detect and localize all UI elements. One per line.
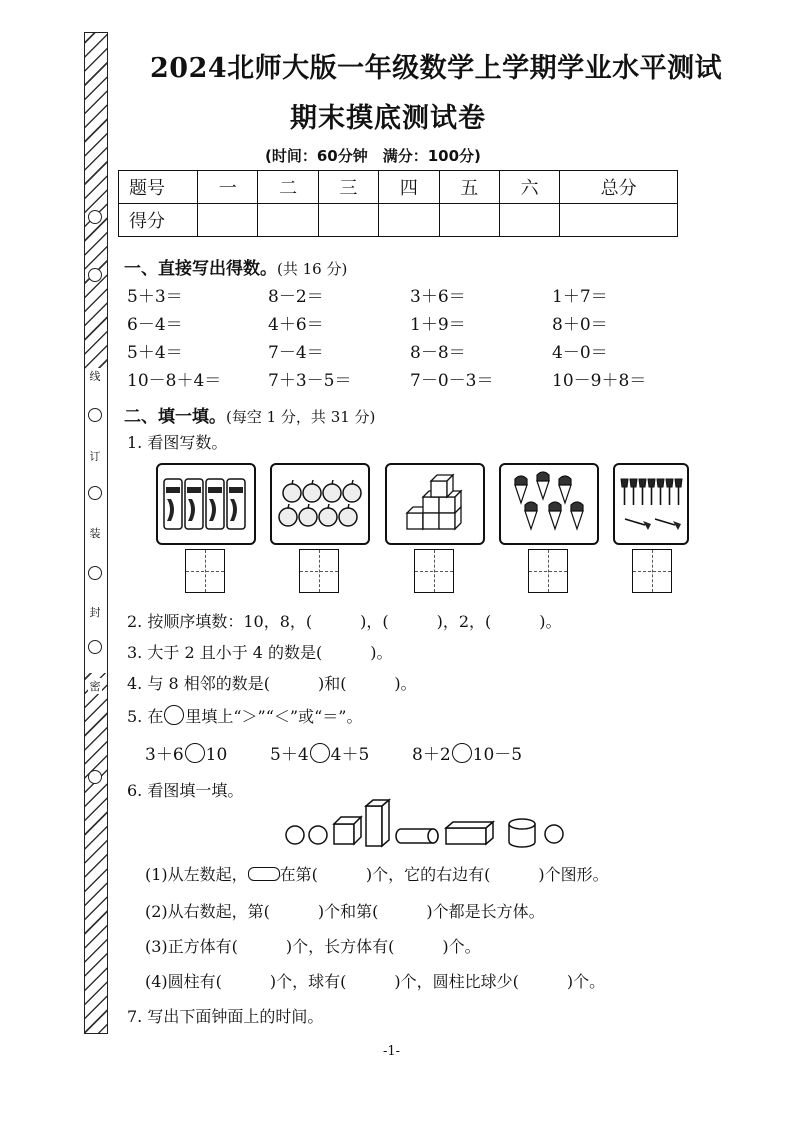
binding-hole-3 (88, 408, 102, 422)
section2-note: (每空 1 分，共 31 分) (226, 408, 376, 426)
exam-subtitle: (时间：60分钟 满分：100分) (265, 147, 481, 165)
lying-cylinder-inline-icon (248, 867, 280, 881)
equation: 8＋0＝ (552, 315, 608, 335)
score-table (118, 170, 678, 237)
binding-hole-2 (88, 268, 102, 282)
cubes-icon (387, 465, 483, 543)
score-cell[interactable] (258, 204, 318, 237)
picture-cans (156, 463, 256, 545)
score-header-cell: 一 (198, 171, 258, 204)
binding-label-order: 订 (89, 450, 101, 463)
score-table-score-row (119, 204, 678, 237)
binding-hole-7 (88, 770, 102, 784)
score-cell[interactable] (499, 204, 559, 237)
picture-ice-creams (499, 463, 599, 545)
equation: 7＋3－5＝ (268, 371, 352, 391)
equation: 3＋6＝ (410, 287, 466, 307)
equation: 6－4＝ (127, 315, 183, 335)
lying-cylinder-icon (396, 829, 438, 843)
question-6-3: (3)正方体有( )个，长方体有( )个。 (145, 937, 481, 956)
score-header-cell: 五 (439, 171, 499, 204)
shovel-icon (615, 465, 687, 543)
score-header-cell: 三 (318, 171, 378, 204)
compare-left: 3＋6 (145, 745, 184, 765)
score-header-cell: 题号 (119, 171, 198, 204)
equation: 5＋4＝ (127, 343, 183, 363)
question-5-prefix: 5. 在 (127, 707, 164, 726)
tall-cuboid-icon (366, 800, 389, 846)
picture-cubes (385, 463, 485, 545)
binding-hole-6 (88, 640, 102, 654)
circle-icon (164, 705, 184, 725)
question-6-2: (2)从右数起，第( )个和第( )个都是长方体。 (145, 902, 545, 921)
cans-icon (158, 465, 254, 543)
question-5 (127, 704, 362, 727)
equation: 4－0＝ (552, 343, 608, 363)
equation: 8－8＝ (410, 343, 466, 363)
equation: 7－0－3＝ (410, 371, 494, 391)
flat-cuboid-icon (446, 822, 493, 844)
equation: 5＋3＝ (127, 287, 183, 307)
section1-heading (124, 254, 347, 279)
score-cell[interactable] (560, 204, 678, 237)
compare-item-1 (145, 740, 227, 765)
sphere-icon (286, 826, 304, 844)
equation: 8－2＝ (268, 287, 324, 307)
sphere-icon (309, 826, 327, 844)
compare-circle[interactable] (452, 743, 472, 763)
section2-heading (124, 402, 375, 427)
compare-left: 5＋4 (270, 745, 309, 765)
question-6-1-prefix: (1)从左数起， (145, 865, 248, 884)
compare-item-2 (270, 740, 369, 765)
binding-label-bind: 装 (89, 527, 101, 540)
answer-box-apples[interactable] (299, 549, 339, 593)
answer-box-cubes[interactable] (414, 549, 454, 593)
compare-right: 4＋5 (330, 745, 370, 765)
compare-right: 10 (205, 745, 228, 765)
compare-right: 10－5 (472, 745, 523, 765)
binding-label-line: 线 (89, 370, 101, 383)
score-table-header-row (119, 171, 678, 204)
question-6-1 (145, 862, 609, 885)
equation: 10－8＋4＝ (127, 371, 222, 391)
apples-icon (272, 465, 368, 543)
binding-label-secret: 密 (89, 680, 101, 693)
question-6: 6. 看图填一填。 (127, 781, 244, 800)
equation: 4＋6＝ (268, 315, 324, 335)
cube-icon (334, 817, 361, 844)
compare-item-3 (412, 740, 522, 765)
score-cell[interactable] (318, 204, 378, 237)
score-row-label: 得分 (119, 204, 198, 237)
section1-note: (共 16 分) (277, 260, 348, 278)
binding-hole-1 (88, 210, 102, 224)
page-number: -1- (383, 1044, 401, 1059)
score-header-cell: 二 (258, 171, 318, 204)
section2-title: 二、填一填。 (124, 407, 226, 427)
compare-circle[interactable] (310, 743, 330, 763)
equation: 10－9＋8＝ (552, 371, 647, 391)
question-6-4: (4)圆柱有( )个，球有( )个，圆柱比球少( )个。 (145, 972, 606, 991)
question-4: 4. 与 8 相邻的数是( )和( )。 (127, 674, 417, 693)
compare-left: 8＋2 (412, 745, 451, 765)
cylinder-icon (509, 819, 535, 847)
sphere-icon (545, 825, 563, 843)
question-3: 3. 大于 2 且小于 4 的数是( )。 (127, 643, 393, 662)
binding-hole-5 (88, 566, 102, 580)
equation: 7－4＝ (268, 343, 324, 363)
question-2: 2. 按顺序填数：10，8，( )，( )，2，( )。 (127, 612, 562, 631)
answer-box-cans[interactable] (185, 549, 225, 593)
score-cell[interactable] (379, 204, 439, 237)
equation: 1＋7＝ (552, 287, 608, 307)
ice-cream-icon (501, 465, 597, 543)
compare-circle[interactable] (185, 743, 205, 763)
question-7: 7. 写出下面钟面上的时间。 (127, 1007, 324, 1026)
question-5-suffix: 里填上“＞”“＜”或“＝”。 (185, 707, 363, 726)
question-1: 1. 看图写数。 (127, 433, 228, 452)
score-header-cell: 六 (499, 171, 559, 204)
score-header-cell: 总分 (560, 171, 678, 204)
answer-box-ice-creams[interactable] (528, 549, 568, 593)
answer-box-shovels[interactable] (632, 549, 672, 593)
exam-title-line2: 期末摸底测试卷 (290, 103, 486, 134)
equation: 1＋9＝ (410, 315, 466, 335)
score-cell[interactable] (439, 204, 499, 237)
binding-label-seal: 封 (89, 606, 101, 619)
picture-shovels (613, 463, 689, 545)
binding-hole-4 (88, 486, 102, 500)
exam-title-line1: 2024北师大版一年级数学上学期学业水平测试 (150, 53, 723, 84)
question-6-1-suffix: 在第( )个，它的右边有( )个图形。 (279, 865, 609, 884)
shapes-row (280, 794, 580, 852)
score-header-cell: 四 (379, 171, 439, 204)
picture-apples (270, 463, 370, 545)
section1-title: 一、直接写出得数。 (124, 259, 277, 279)
score-cell[interactable] (198, 204, 258, 237)
